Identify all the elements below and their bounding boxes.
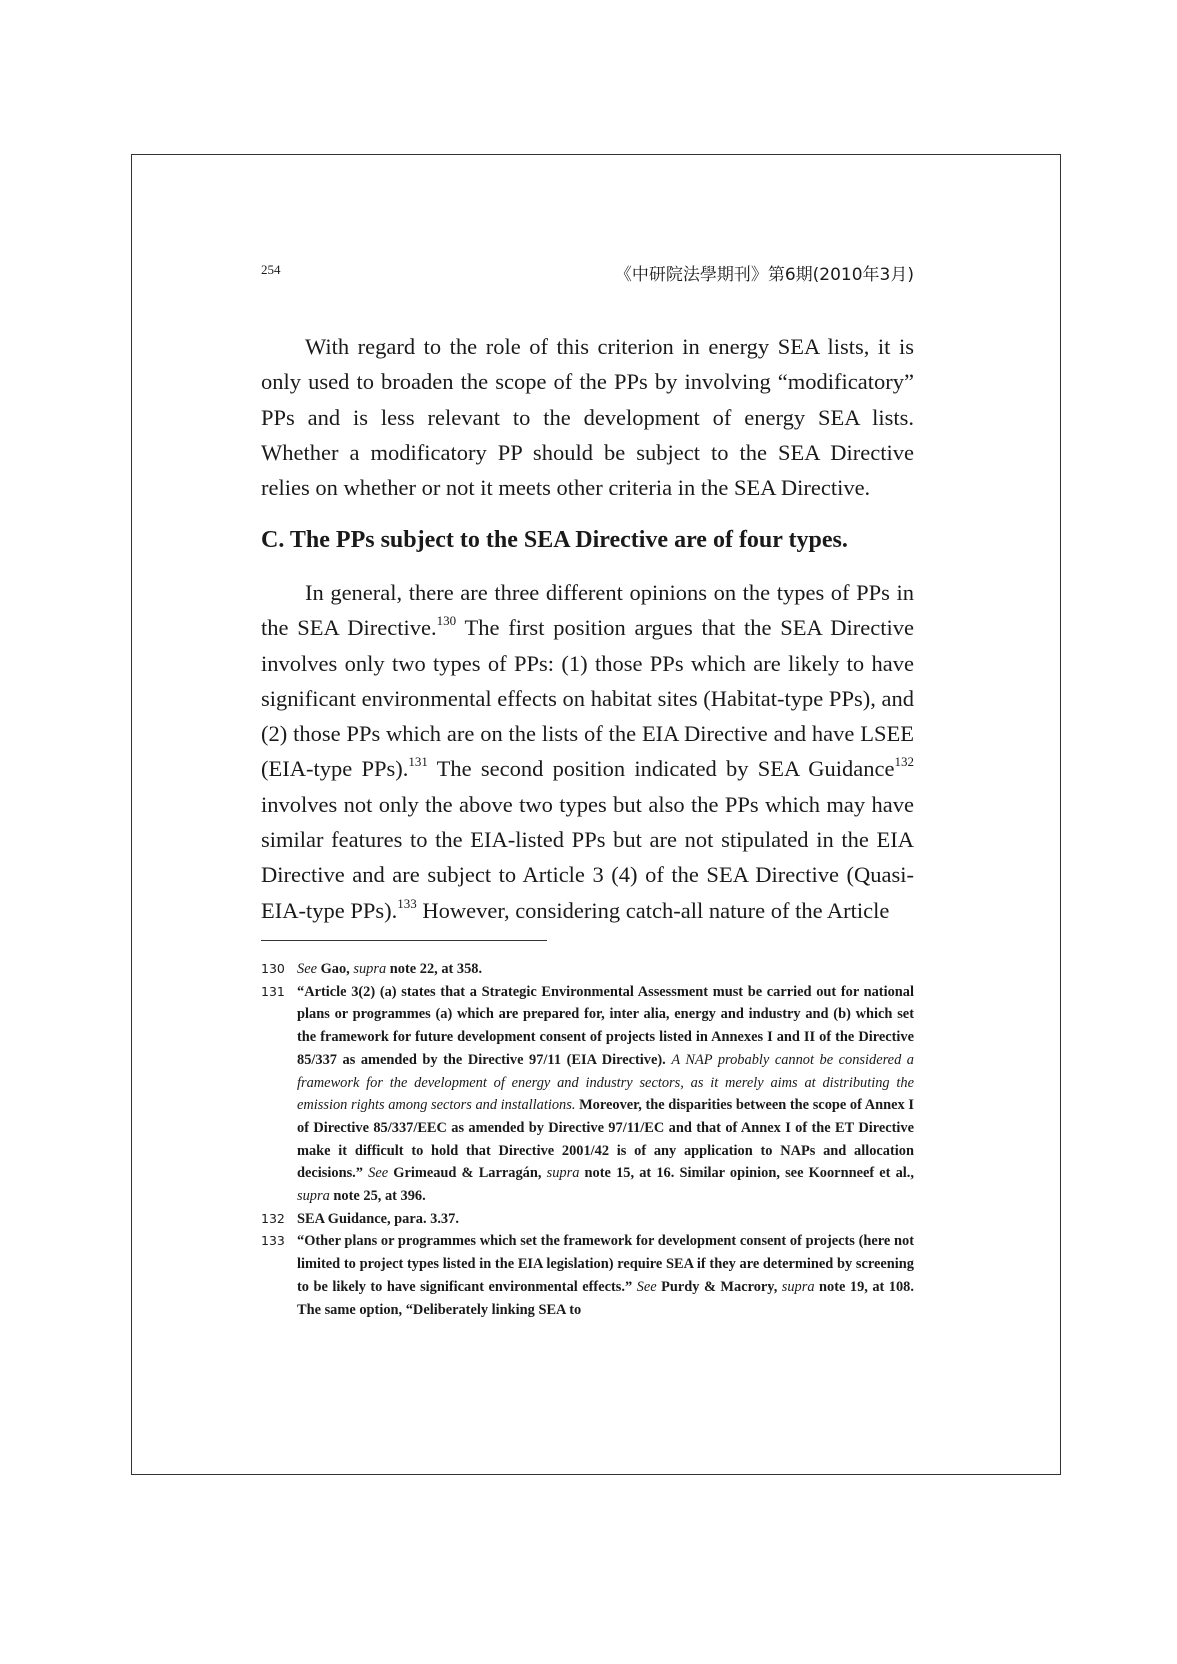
footnote-text: “Article 3(2) (a) states that a Strategic Environmental Assessment must be carried out for national plans or programmes (a) which are prepared for, inter alia, energy and industry and (b) which set the framework for future development consent of projects listed in Annexes I and II of the Directive 85/337 as amended by the Directive 97/11 (EIA Directive). — [297, 983, 914, 1068]
footnote-body — [297, 981, 914, 1208]
footnote-divider — [261, 940, 547, 941]
supra-signal: supra — [546, 1165, 580, 1182]
footnote-number: 133 — [261, 1233, 285, 1249]
footnote-text: note 19, at 108. The same option, “Deliberately linking SEA to — [297, 1278, 914, 1318]
footnote-text: Moreover, the disparities between the scope of Annex I of Directive 85/337/EEC as amended by Directive 97/11/EC and that of Annex I of the ET Directive make it difficult to hold that Directive 2001/42 is of any application to NAPs and allocation decisions.” — [297, 1097, 914, 1182]
see-signal: See — [636, 1278, 657, 1295]
footnote-body: SEA Guidance, para. 3.37. — [297, 1210, 459, 1227]
paragraph-1-text: With regard to the role of this criterion in energy SEA lists, it is only used to broaden the scope of the PPs by involving “modificatory” PPs and is less relevant to the development of energy SEA lists. Whether a modificatory PP should be subject to the SEA Directive relies on whether or not it meets other criteria in the SEA Directive. — [261, 334, 914, 501]
paragraph-2-part-4: involves not only the above two types but also the PPs which may have similar features to the EIA-listed PPs but are not stipulated in the EIA Directive and are subject to Article 3 (4) of the SEA Directive (Quasi-EIA-type PPs). — [261, 791, 914, 923]
footnote-ref-132[interactable]: 132 — [894, 754, 914, 770]
see-signal: See — [297, 961, 317, 977]
footnote-number: 132 — [261, 1210, 285, 1226]
footnote-text: Purdy & Macrory, — [656, 1278, 782, 1295]
footnotes — [261, 958, 914, 1321]
footnote-131 — [261, 981, 914, 1208]
page-number: 254 — [261, 262, 281, 277]
journal-title: 《中研院法學期刊》第6期(2010年3月) — [614, 265, 914, 285]
see-signal: See — [368, 1165, 389, 1182]
footnote-133 — [261, 1230, 914, 1321]
footnote-130 — [261, 958, 914, 981]
paragraph-2-part-1: In general, there are three different opinions on the types of PPs in the SEA Directive. — [261, 580, 914, 641]
footnote-ref-133[interactable]: 133 — [397, 895, 417, 911]
footnote-132 — [261, 1208, 914, 1231]
footnote-number: 131 — [261, 983, 285, 999]
supra-signal: supra — [353, 961, 387, 977]
section-heading: C. The PPs subject to the SEA Directive are of four types. — [261, 527, 848, 553]
paragraph-2-part-3: The second position indicated by SEA Guidance — [427, 756, 895, 782]
supra-signal: supra — [781, 1278, 815, 1295]
paragraph-1 — [261, 329, 914, 505]
supra-signal: supra — [297, 1188, 330, 1205]
footnote-text: Grimeaud & Larragán, — [388, 1165, 547, 1182]
footnote-text: Gao, — [316, 961, 354, 977]
footnote-number: 130 — [261, 961, 285, 976]
footnote-text: note 15, at 16. Similar opinion, see Koornneef et al., — [579, 1165, 915, 1182]
footnote-text: “Other plans or programmes which set the framework for development consent of projects (here not limited to project types listed in the EIA legislation) require SEA if they are determined by screening to be likely to have significant environmental effects.” — [297, 1233, 914, 1295]
footnote-text: note 22, at 358. — [386, 961, 483, 977]
running-header — [261, 262, 914, 284]
footnote-ref-130[interactable]: 130 — [436, 613, 457, 629]
paragraph-2-part-2: The first position argues that the SEA Directive involves only two types of PPs: (1) those PPs which are likely to have significant environmental effects on habitat sites (Habitat-type PPs), and (2) those PPs which are on the lists of the EIA Directive and have LSEE (EIA-type PPs). — [261, 615, 914, 782]
footnote-body — [297, 958, 914, 981]
paragraph-2 — [261, 575, 914, 928]
paragraph-2-part-5: However, considering catch-all nature of the Article — [416, 897, 890, 923]
footnote-ref-131[interactable]: 131 — [408, 754, 428, 770]
footnote-body — [297, 1230, 914, 1321]
footnote-text: note 25, at 396. — [329, 1188, 426, 1205]
italic-quote: A NAP probably cannot be considered a framework for the development of energy and industry sectors, as it merely aims at distributing the emission rights among sectors and installations. — [297, 1051, 915, 1114]
